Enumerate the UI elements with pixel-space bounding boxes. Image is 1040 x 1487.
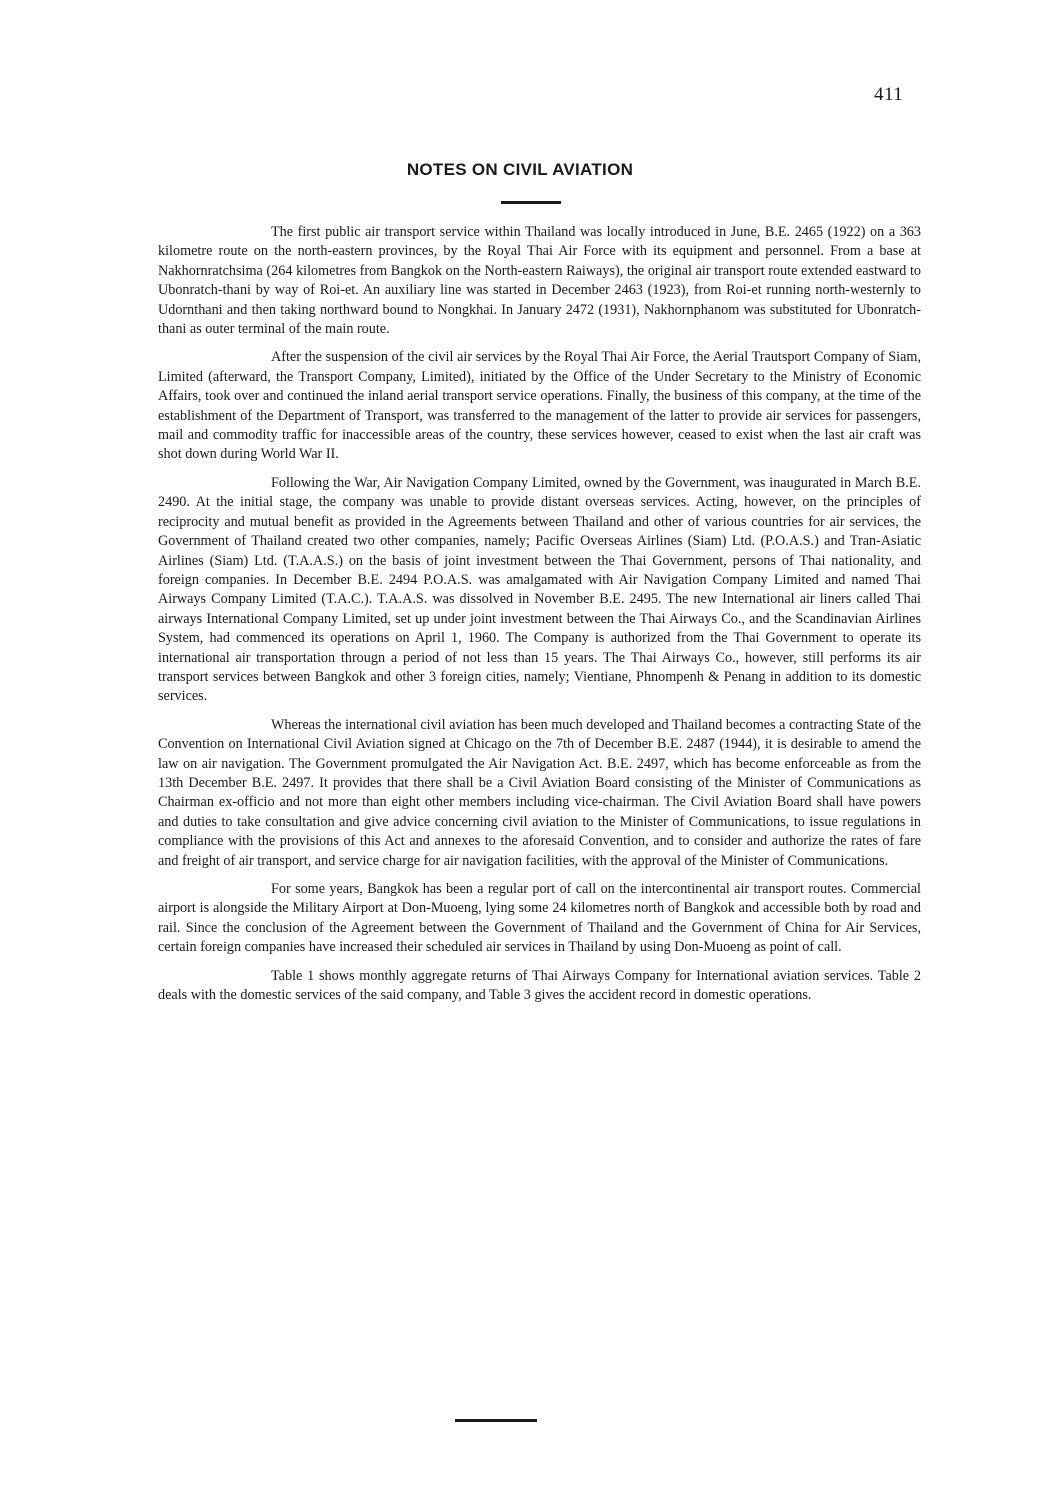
- paragraph-air-navigation-act: Whereas the international civil aviation has been much developed and Thailand becomes a contracting State of the Convention on International Civil Aviation signed at Chicago on the 7th of December B.E. 2487 (1944), it is desirable to amend the law on air navigation. The Government promulgated the Air Navigation Act. B.E. 2497, which has become enforceable as from the 13th December B.E. 2497. It provides that there shall be a Civil Aviation Board consisting of the Minister of Communications as Chairman ex-officio and not more than eight other members including vice-chairman. The Civil Aviation Board shall have powers and duties to take consultation and give advice concerning civil aviation to the Minister of Communications, to issue regulations in compliance with the provisions of this Act and annexes to the aforesaid Convention, and to consider and authorize the rates of fare and freight of air transport, and service charge for air navigation facilities, with the approval of the Minister of Communications.: [158, 716, 921, 869]
- paragraph-post-war-companies: Following the War, Air Navigation Company Limited, owned by the Government, was inaugurated in March B.E. 2490. At the initial stage, the company was unable to provide distant overseas services. Acting, however, on the principles of reciprocity and mutual benefit as provided in the Agreements between Thailand and other of various countries for air services, the Government of Thailand created two other companies, namely; Pacific Overseas Airlines (Siam) Ltd. (P.O.A.S.) and Tran-Asiatic Airlines (Siam) Ltd. (T.A.A.S.) on the basis of joint investment between the Thai Government, persons of Thai nationality, and foreign companies. In December B.E. 2494 P.O.A.S. was amalgamated with Air Navigation Company Limited and named Thai Airways Company Limited (T.A.C.). T.A.A.S. was dissolved in November B.E. 2495. The new International air liners called Thai airways International Company Limited, set up under joint investment between the Thai Airways Co., and the Scandinavian Airlines System, had commenced its operations on April 1, 1960. The Company is authorized from the Thai Government to operate its international air transportation througn a period of not less than 15 years. The Thai Airways Co., however, still performs its air transport services between Bangkok and other 3 foreign cities, namely; Vientiane, Phnompenh & Penang in addition to its domestic services.: [158, 474, 921, 705]
- paragraph-bangkok-port-of-call: For some years, Bangkok has been a regular port of call on the intercontinental air transport routes. Commercial airport is alongside the Military Airport at Don-Muoeng, lying some 24 kilometres north of Bangkok and accessible both by road and rail. Since the conclusion of the Agreement between the Government of Thailand and the Government of China for Air Services, certain foreign companies have increased their scheduled air services in Thailand by using Don-Muoeng as point of call.: [158, 881, 921, 956]
- paragraph-aerial-transport-company: After the suspension of the civil air services by the Royal Thai Air Force, the Aerial Trautsport Company of Siam, Limited (afterward, the Transport Company, Limited), initiated by the Office of the Under Secretary to the Ministry of Economic Affairs, took over and continued the inland aerial transport service operations. Finally, the business of this company, at the time of the establishment of the Department of Transport, was transferred to the management of the latter to provide air services for passengers, mail and commodity traffic for inaccessible areas of the country, these services however, ceased to exist when the last air craft was shot down during World War II.: [158, 349, 921, 463]
- page-number: 411: [874, 84, 904, 105]
- article-body: [158, 223, 921, 1014]
- paragraph-tables-overview: Table 1 shows monthly aggregate returns of Thai Airways Company for International aviation services. Table 2 deals with the domestic services of the said company, and Table 3 gives the accident record in domestic operations.: [158, 967, 921, 1004]
- end-of-section-divider: [455, 1419, 537, 1422]
- page-title: NOTES ON CIVIL AVIATION: [406, 160, 634, 179]
- paragraph-first-air-service: The first public air transport service within Thailand was locally introduced in June, B.E. 2465 (1922) on a 363 kilometre route on the north-eastern provinces, by the Royal Thai Air Force with its equipment and personnel. From a base at Nakhornratchsima (264 kilometres from Bangkok on the North-eastern Raiways), the original air transport route extended eastward to Ubonratch-thani by way of Roi-et. An auxiliary line was started in December 2463 (1923), from Roi-et running north-westernly to Udornthani and then taking northward bound to Nongkhai. In January 2472 (1931), Nakhornphanom was substituted for Ubonratch-thani as outer terminal of the main route.: [158, 224, 921, 338]
- title-underline-divider: [501, 201, 561, 204]
